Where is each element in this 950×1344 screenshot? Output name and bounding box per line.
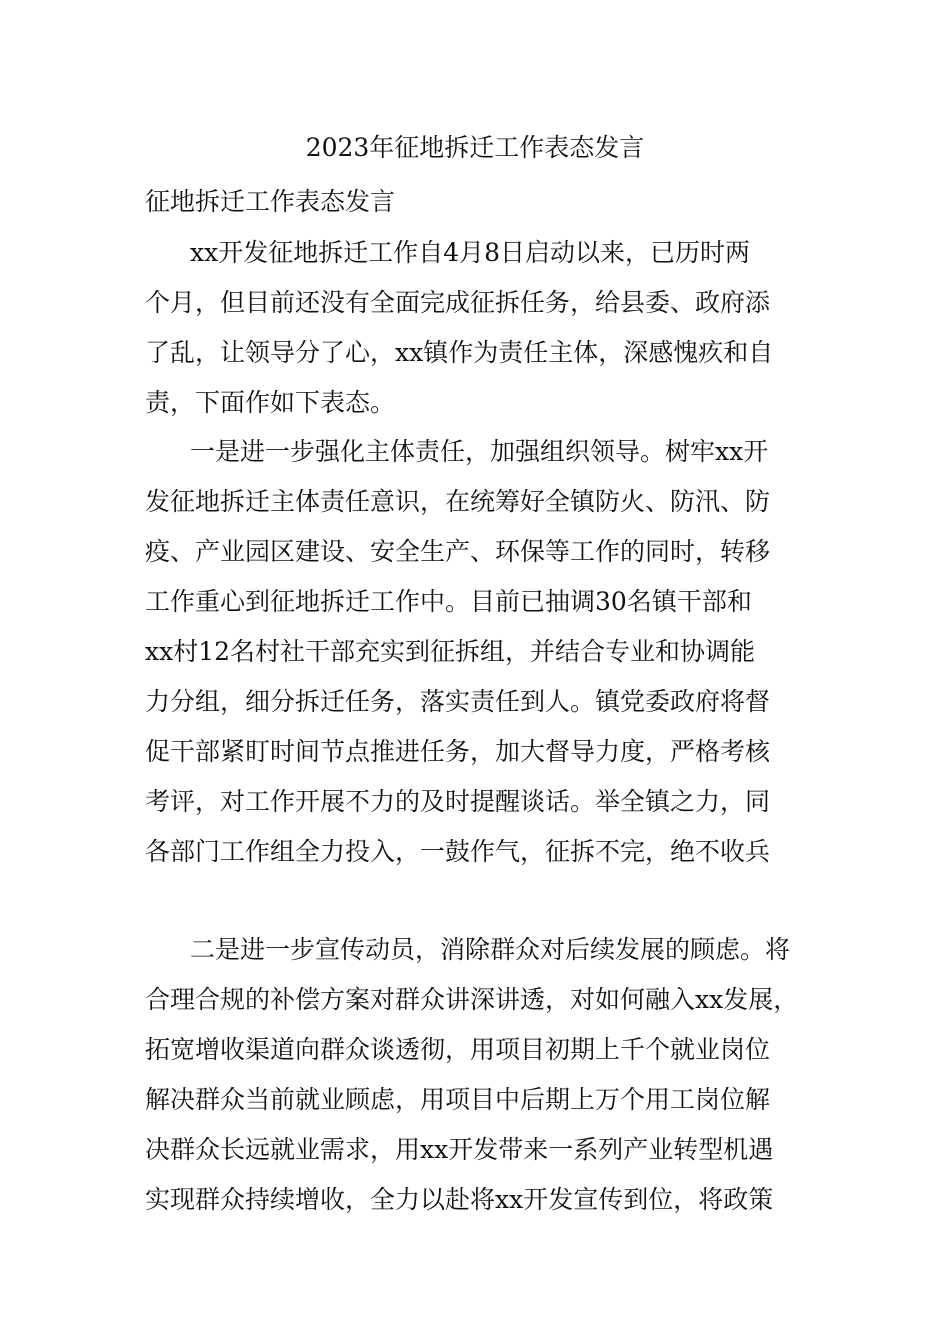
paragraph-line: 发征地拆迁主体责任意识，在统筹好全镇防火、防汛、防 — [145, 487, 771, 516]
paragraph-line: 二是进一步宣传动员，消除群众对后续发展的顾虑。将 — [190, 935, 791, 964]
paragraph-line: 考评，对工作开展不力的及时提醒谈话。举全镇之力，同 — [145, 787, 771, 816]
paragraph-line: 工作重心到征地拆迁工作中。目前已抽调30名镇干部和 — [145, 587, 752, 616]
paragraph-line: 促干部紧盯时间节点推进任务，加大督导力度，严格考核 — [145, 737, 771, 766]
paragraph-line: 合理合规的补偿方案对群众讲深讲透，对如何融入xx发展， — [145, 985, 799, 1014]
paragraph-line: 了乱，让领导分了心，xx镇作为责任主体，深感愧疚和自 — [145, 338, 774, 367]
paragraph-line: 实现群众持续增收，全力以赴将xx开发宣传到位，将政策 — [145, 1185, 774, 1214]
paragraph-line: 一是进一步强化主体责任，加强组织领导。树牢xx开 — [190, 437, 769, 466]
paragraph-line: 力分组，细分拆迁任务，落实责任到人。镇党委政府将督 — [145, 687, 771, 716]
paragraph-line: xx村12名村社干部充实到征拆组，并结合专业和协调能 — [145, 637, 756, 666]
paragraph-line: xx开发征地拆迁工作自4月8日启动以来，已历时两 — [190, 238, 751, 267]
paragraph-line: 个月，但目前还没有全面完成征拆任务，给县委、政府添 — [145, 288, 771, 317]
paragraph-line: 拓宽增收渠道向群众谈透彻，用项目初期上千个就业岗位 — [145, 1035, 771, 1064]
paragraph-line: 责，下面作如下表态。 — [145, 388, 396, 417]
document-title: 2023年征地拆迁工作表态发言 — [305, 133, 645, 162]
paragraph-line: 解决群众当前就业顾虑，用项目中后期上万个用工岗位解 — [145, 1085, 771, 1114]
document-subtitle: 征地拆迁工作表态发言 — [145, 187, 396, 216]
paragraph-line: 各部门工作组全力投入，一鼓作气，征拆不完，绝不收兵 — [145, 837, 771, 866]
paragraph-line: 疫、产业园区建设、安全生产、环保等工作的同时，转移 — [145, 537, 771, 566]
paragraph-line: 决群众长远就业需求，用xx开发带来一系列产业转型机遇 — [145, 1135, 774, 1164]
